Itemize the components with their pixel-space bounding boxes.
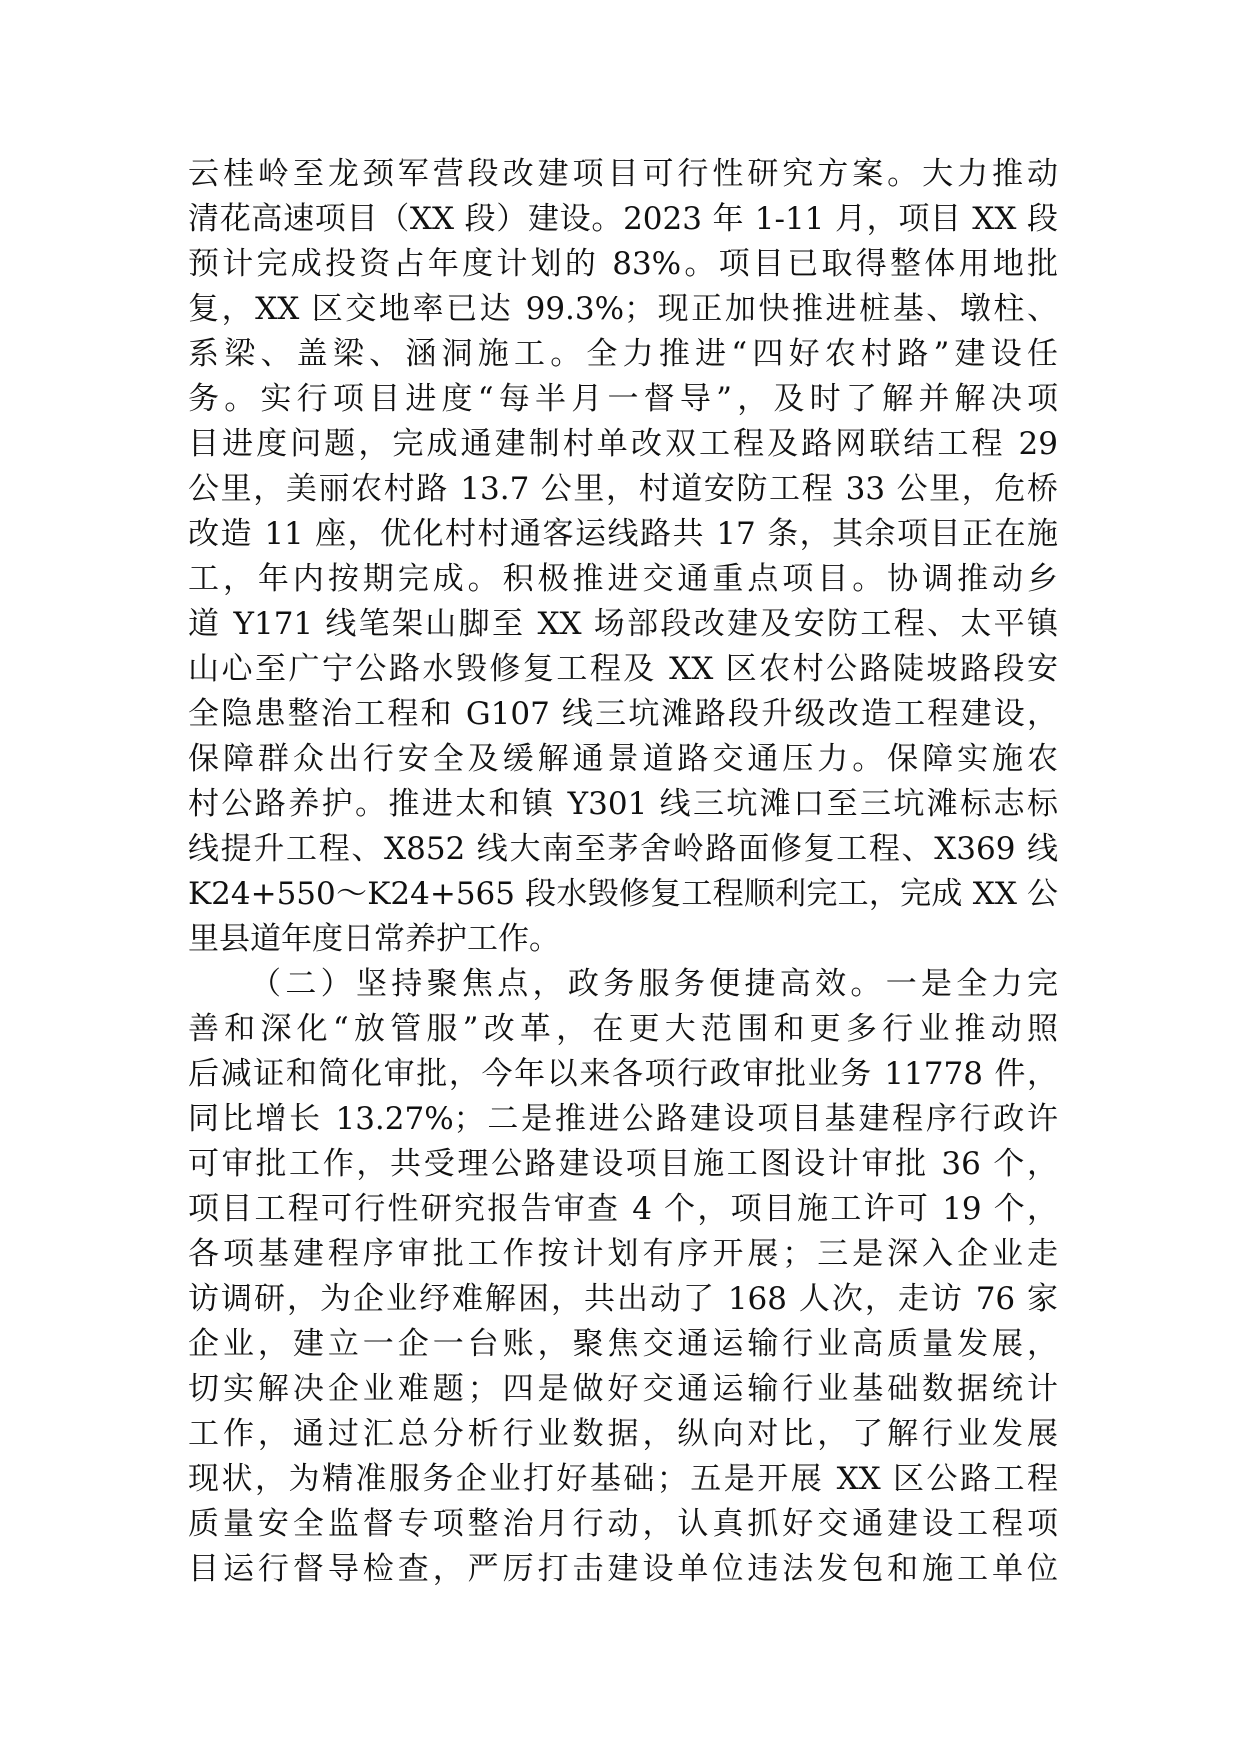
text-line: 访调研，为企业纾难解困，共出动了 168 人次，走访 76 家: [188, 1281, 1058, 1317]
text-line: 系梁、盖梁、涵洞施工。全力推进“四好农村路”建设任: [188, 336, 1058, 372]
text-line: 复，XX 区交地率已达 99.3%；现正加快推进桩基、墩柱、: [188, 291, 1058, 327]
text-line: 全隐患整治工程和 G107 线三坑滩路段升级改造工程建设，: [188, 696, 1058, 732]
text-line: 项目工程可行性研究报告审查 4 个，项目施工许可 19 个，: [188, 1191, 1058, 1227]
paragraph-road-projects: [188, 152, 1058, 962]
text-line: 保障群众出行安全及缓解通景道路交通压力。保障实施农: [188, 741, 1058, 777]
text-line: 工，年内按期完成。积极推进交通重点项目。协调推动乡: [188, 561, 1058, 597]
text-line: 善和深化“放管服”改革，在更大范围和更多行业推动照: [188, 1011, 1058, 1047]
text-line: 可审批工作，共受理公路建设项目施工图设计审批 36 个，: [188, 1146, 1058, 1182]
text-line: 山心至广宁公路水毁修复工程及 XX 区农村公路陡坡路段安: [188, 651, 1058, 687]
text-line: 村公路养护。推进太和镇 Y301 线三坑滩口至三坑滩标志标: [188, 786, 1058, 822]
text-line: 企业，建立一企一台账，聚焦交通运输行业高质量发展，: [188, 1326, 1058, 1362]
section-heading-line: （二）坚持聚焦点，政务服务便捷高效。一是全力完: [250, 966, 1058, 1002]
text-line: 质量安全监督专项整治月行动，认真抓好交通建设工程项: [188, 1506, 1058, 1542]
text-line: K24+550～K24+565 段水毁修复工程顺利完工，完成 XX 公: [188, 876, 1058, 912]
text-line: 同比增长 13.27%；二是推进公路建设项目基建程序行政许: [188, 1101, 1058, 1137]
document-body: [188, 152, 1058, 1592]
text-line: 改造 11 座，优化村村通客运线路共 17 条，其余项目正在施: [188, 516, 1058, 552]
text-line: 清花高速项目（XX 段）建设。2023 年 1-11 月，项目 XX 段: [188, 201, 1058, 237]
text-line: 目进度问题，完成通建制村单改双工程及路网联结工程 29: [188, 426, 1058, 462]
text-line: 预计完成投资占年度计划的 83%。项目已取得整体用地批: [188, 246, 1058, 282]
text-line: 切实解决企业难题；四是做好交通运输行业基础数据统计: [188, 1371, 1058, 1407]
text-line: 现状，为精准服务企业打好基础；五是开展 XX 区公路工程: [188, 1461, 1058, 1497]
text-line: 云桂岭至龙颈军营段改建项目可行性研究方案。大力推动: [188, 156, 1058, 192]
text-line: 后减证和简化审批，今年以来各项行政审批业务 11778 件，: [188, 1056, 1058, 1092]
text-line: 工作，通过汇总分析行业数据，纵向对比，了解行业发展: [188, 1416, 1058, 1452]
text-line: 道 Y171 线笔架山脚至 XX 场部段改建及安防工程、太平镇: [188, 606, 1058, 642]
paragraph-government-services: [188, 962, 1058, 1592]
text-line: 线提升工程、X852 线大南至茅舍岭路面修复工程、X369 线: [188, 831, 1058, 867]
text-line: 各项基建程序审批工作按计划有序开展；三是深入企业走: [188, 1236, 1058, 1272]
text-line: 公里，美丽农村路 13.7 公里，村道安防工程 33 公里，危桥: [188, 471, 1058, 507]
text-line: 目运行督导检查，严厉打击建设单位违法发包和施工单位: [188, 1551, 1058, 1587]
text-line: 里县道年度日常养护工作。: [188, 921, 560, 957]
text-line: 务。实行项目进度“每半月一督导”，及时了解并解决项: [188, 381, 1058, 417]
